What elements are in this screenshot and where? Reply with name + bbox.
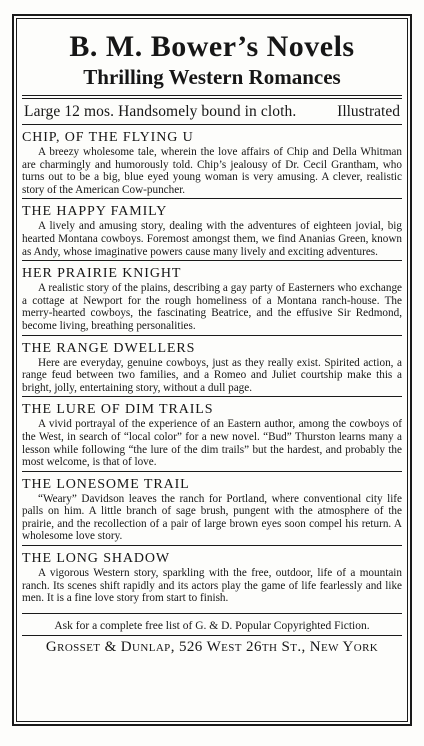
book-divider	[22, 545, 402, 546]
footer-divider	[22, 613, 402, 614]
publisher-address: Grosset & Dunlap, 526 West 26th St., New York	[45, 638, 379, 655]
book-description: A realistic story of the plains, describing a gay party of Easterners who exchange a cottage at Newport for the rough homeliness of a Montana ranch-house. The merry-hearted cowboys, the fascinating Beatrice, and the effusive Sir Redmond, become living, breathing personalities.	[22, 282, 402, 332]
book-description: A vivid portrayal of the experience of an Eastern author, among the cowboys of the West, in search of “local color” for a new novel. “Bud” Thurston learns many a lesson while following “the lure of the dim trails” but the hardest, and probably the most welcome, is that of love.	[22, 418, 402, 469]
book-title: CHIP, OF THE FLYING U	[22, 130, 194, 145]
book-title: HER PRAIRIE KNIGHT	[22, 266, 182, 282]
book-description: A breezy wholesome tale, wherein the love affairs of Chip and Della Whitman are charmingly and humorously told. Chip’s jealousy of Dr. Cecil Grantham, who turns out to be a big, blue eyed young woman is very amusing. A clever, realistic story of the American Cow-puncher.	[22, 146, 402, 196]
book-entry	[22, 476, 402, 546]
book-divider	[22, 260, 402, 261]
book-title: THE LONESOME TRAIL	[22, 476, 190, 492]
page-subtitle: Thrilling Western Romances	[83, 65, 341, 89]
illustrated-label: Illustrated	[337, 103, 400, 120]
book-entry	[22, 129, 402, 199]
book-title: THE LURE OF DIM TRAILS	[22, 402, 214, 418]
book-description: A lively and amusing story, dealing with the adventures of eighteen jovial, big hearted Montana cowboys. Foremost amongst them, we find Ananias Green, known as Andy, whose imaginative powers cause many lively and exciting adventures.	[22, 220, 402, 258]
page-title: B. M. Bower’s Novels	[69, 30, 355, 63]
format-line	[22, 99, 402, 124]
format-description: Large 12 mos. Handsomely bound in cloth.	[24, 103, 297, 120]
header-divider	[22, 95, 402, 96]
book-entry	[22, 401, 402, 471]
footer-ask-line: Ask for a complete free list of G. & D. Popular Copyrighted Fiction.	[54, 619, 370, 632]
book-description: Here are everyday, genuine cowboys, just as they really exist. Spirited action, a range feud between two families, and a Romeo and Juliet courtship make this a bright, jolly, entertaining story, without a dull page.	[22, 356, 402, 394]
book-divider	[22, 335, 402, 336]
book-entry	[22, 203, 402, 261]
book-title: THE RANGE DWELLERS	[22, 340, 196, 356]
book-title: THE HAPPY FAMILY	[22, 204, 168, 220]
book-title: THE LONG SHADOW	[22, 551, 171, 567]
format-divider	[22, 124, 402, 125]
book-divider	[22, 198, 402, 199]
advertisement-content	[22, 30, 402, 658]
book-description: A vigorous Western story, sparkling with the free, outdoor, life of a mountain ranch. Its scenes shift rapidly and its actors play the game of life fearlessly and like men. It is a fine love story from start to finish.	[22, 567, 402, 605]
book-divider	[22, 396, 402, 397]
book-divider	[22, 471, 402, 472]
book-entry	[22, 550, 402, 605]
book-description: “Weary” Davidson leaves the ranch for Portland, where conventional city life palls on him. A little branch of sage brush, pungent with the atmosphere of the prairie, and the recollection of a pair of large brown eyes soon compel his return. A wholesome love story.	[22, 492, 402, 543]
book-entry	[22, 265, 402, 335]
book-entry	[22, 340, 402, 398]
